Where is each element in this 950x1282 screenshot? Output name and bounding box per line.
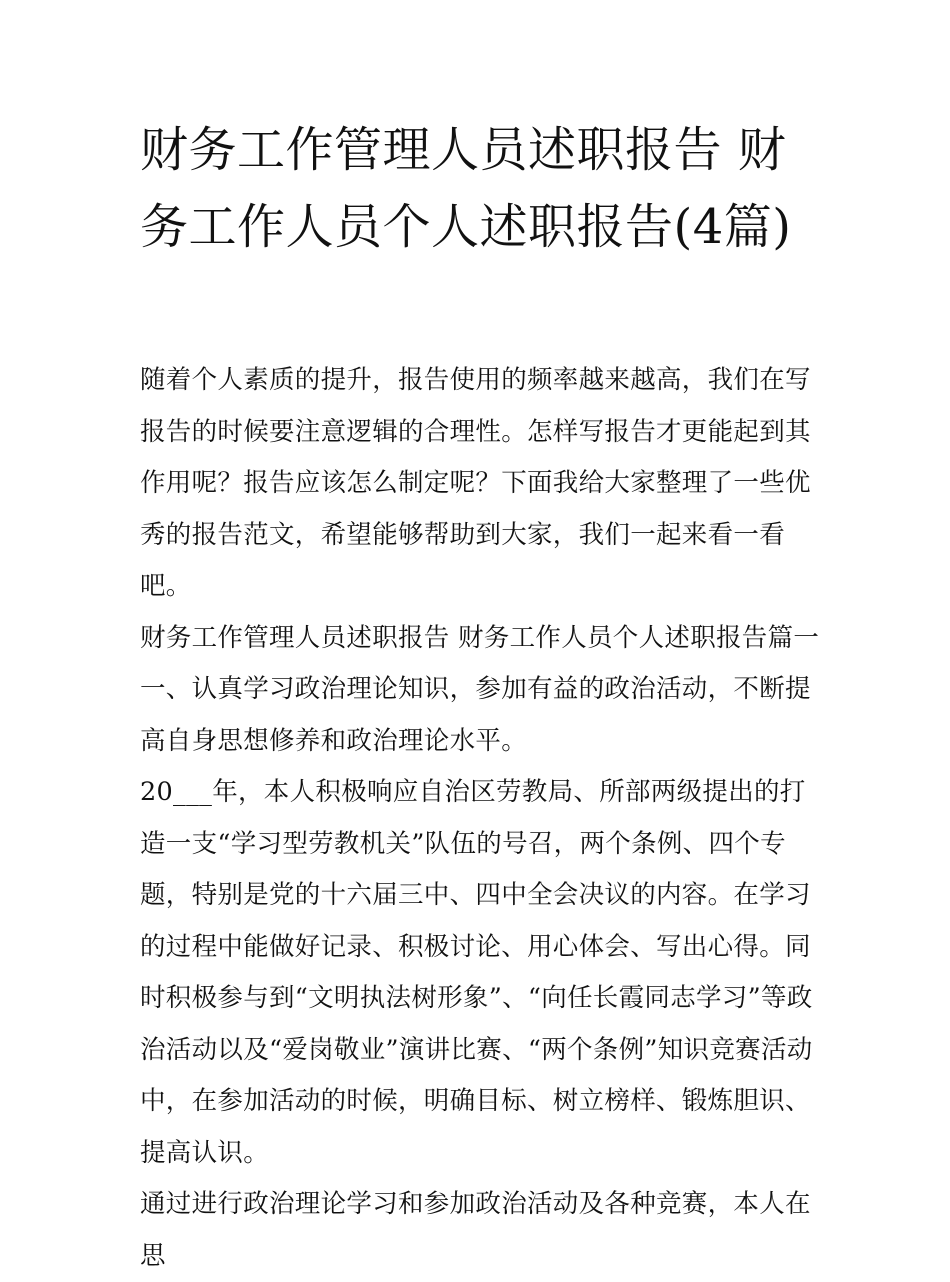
continuation-paragraph: 通过进行政治理论学习和参加政治活动及各种竞赛，本人在思 [140, 1189, 811, 1271]
document-title: 财务工作管理人员述职报告 财务工作人员个人述职报告(4篇) [140, 122, 792, 255]
intro-paragraph: 随着个人素质的提升，报告使用的频率越来越高，我们在写报告的时候要注意逻辑的合理性。怎样写报告才更能起到其作用呢？报告应该怎么制定呢？下面我给大家整理了一些优秀的报告范文，希望能够帮助到大家，我们一起来看一看吧。 [140, 365, 811, 601]
section-heading: 财务工作管理人员述职报告 财务工作人员个人述职报告篇一 [140, 622, 820, 653]
document-body [140, 355, 820, 1282]
year-summary-paragraph: 20___年，本人积极响应自治区劳教局、所部两级提出的打造一支“学习型劳教机关”队伍的号召，两个条例、四个专题，特别是党的十六届三中、四中全会决议的内容。在学习的过程中能做好记录、积极讨论、用心体会、写出心得。同时积极参与到“文明执法树形象”、“向任长霞同志学习”等政治活动以及“爱岗敬业”演讲比赛、“两个条例”知识竞赛活动中，在参加活动的时候，明确目标、树立榜样、锻炼胆识、提高认识。 [140, 777, 813, 1168]
point-one-paragraph: 一、认真学习政治理论知识，参加有益的政治活动，不断提高自身思想修养和政治理论水平。 [140, 674, 811, 756]
